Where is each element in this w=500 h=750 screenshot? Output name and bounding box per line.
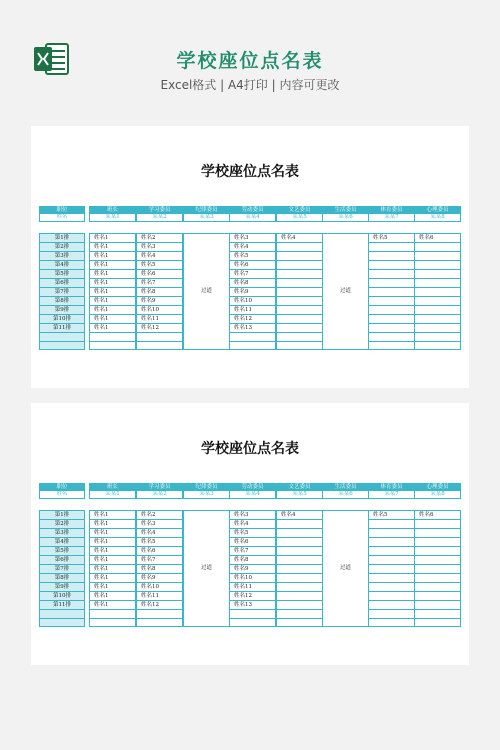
sheet-preview-1 [31, 126, 469, 388]
table-cell: 姓名4 [230, 243, 275, 252]
aisle-label: 过道 [200, 288, 212, 294]
name-cell: 某某6 [322, 491, 369, 499]
table-cell: 姓名10 [137, 306, 182, 315]
table-cell: 姓名8 [137, 565, 182, 574]
table-cell: 第6排 [40, 556, 84, 565]
header-cell: 文艺委员 [276, 206, 323, 214]
table-cell: 第11排 [40, 324, 84, 333]
table-cell: 姓名5 [137, 538, 182, 547]
header-cell: 班长 [89, 483, 136, 491]
table-cell [369, 520, 414, 529]
table-cell: 姓名7 [230, 547, 275, 556]
table-cell [137, 333, 182, 342]
table-cell: 第4排 [40, 261, 84, 270]
table-cell [415, 583, 460, 592]
header-cell: 生活委员 [322, 483, 369, 491]
table-cell: 姓名12 [230, 315, 275, 324]
table-cell [415, 270, 460, 279]
table-cell: 姓名9 [137, 574, 182, 583]
table-cell: 姓名2 [137, 234, 182, 243]
table-cell: 姓名1 [90, 565, 135, 574]
table-cell: 姓名1 [90, 592, 135, 601]
name-cell: 某某7 [368, 491, 415, 499]
table-cell [230, 619, 275, 628]
table-cell [90, 333, 135, 342]
table-cell [277, 315, 322, 324]
table-cell: 姓名1 [90, 270, 135, 279]
table-cell [415, 279, 460, 288]
table-cell: 姓名5 [369, 234, 414, 243]
table-cell: 姓名8 [230, 556, 275, 565]
table-cell: 第5排 [40, 547, 84, 556]
name-cell: 某某6 [322, 214, 369, 222]
aisle-label: 过道 [339, 288, 351, 294]
table-cell [415, 574, 460, 583]
table-cell [415, 565, 460, 574]
page-title: 学校座位点名表 [176, 50, 324, 72]
table-cell [369, 306, 414, 315]
table-cell: 姓名1 [90, 601, 135, 610]
table-cell [40, 342, 84, 351]
grid-column [368, 483, 415, 627]
table-cell [40, 333, 84, 342]
table-cell: 姓名1 [90, 538, 135, 547]
table-cell: 姓名4 [137, 252, 182, 261]
header-cell: 劳动委员 [229, 483, 276, 491]
table-cell [415, 288, 460, 297]
header-cell: 职位 [39, 206, 85, 214]
row-block [39, 233, 85, 350]
table-cell [277, 529, 322, 538]
table-cell [277, 583, 322, 592]
table-cell: 第7排 [40, 288, 84, 297]
table-cell [277, 565, 322, 574]
table-cell: 姓名1 [90, 243, 135, 252]
table-cell [369, 565, 414, 574]
table-cell [277, 306, 322, 315]
header-cell: 体育委员 [368, 206, 415, 214]
table-cell: 姓名1 [90, 288, 135, 297]
table-cell: 姓名6 [415, 511, 460, 520]
table-cell: 姓名12 [230, 592, 275, 601]
grid-column [183, 206, 230, 350]
table-cell [369, 279, 414, 288]
table-cell: 姓名7 [137, 279, 182, 288]
table-cell: 姓名5 [137, 261, 182, 270]
table-cell: 姓名4 [277, 234, 322, 243]
name-cell: 某某7 [368, 214, 415, 222]
table-cell [90, 619, 135, 628]
table-cell: 姓名6 [137, 270, 182, 279]
table-cell [40, 610, 84, 619]
table-cell: 第9排 [40, 306, 84, 315]
table-cell: 姓名6 [230, 538, 275, 547]
table-cell: 姓名1 [90, 574, 135, 583]
table-cell [369, 610, 414, 619]
table-cell: 姓名6 [137, 547, 182, 556]
header-cell: 纪律委员 [183, 206, 230, 214]
seat-grid [39, 483, 461, 627]
header-cell: 生活委员 [322, 206, 369, 214]
header-cell: 体育委员 [368, 483, 415, 491]
sheet-title: 学校座位点名表 [201, 164, 299, 180]
header-cell: 心理委员 [414, 206, 461, 214]
table-cell [277, 601, 322, 610]
grid-column [39, 483, 85, 627]
table-cell [277, 288, 322, 297]
table-cell: 姓名1 [90, 279, 135, 288]
table-cell: 姓名5 [369, 511, 414, 520]
table-cell: 姓名1 [90, 324, 135, 333]
table-cell: 第5排 [40, 270, 84, 279]
table-cell: 姓名13 [230, 601, 275, 610]
sheet-title: 学校座位点名表 [201, 441, 299, 457]
grid-column [414, 206, 461, 350]
table-cell: 姓名11 [230, 583, 275, 592]
grid-column [414, 483, 461, 627]
table-cell [415, 324, 460, 333]
table-cell: 姓名6 [415, 234, 460, 243]
name-cell: 姓名 [39, 214, 85, 222]
row-block [368, 510, 415, 627]
row-block [276, 233, 323, 350]
row-block [89, 510, 136, 627]
table-cell: 姓名10 [230, 297, 275, 306]
table-cell: 姓名4 [137, 529, 182, 538]
table-cell [277, 520, 322, 529]
table-cell: 姓名4 [230, 520, 275, 529]
grid-column [89, 483, 136, 627]
table-cell [277, 279, 322, 288]
name-cell: 某某8 [414, 491, 461, 499]
table-cell [415, 306, 460, 315]
table-cell: 姓名8 [137, 288, 182, 297]
header-cell: 职位 [39, 483, 85, 491]
table-cell [415, 297, 460, 306]
table-cell [369, 538, 414, 547]
table-cell: 姓名1 [90, 547, 135, 556]
table-cell [369, 261, 414, 270]
table-cell [369, 270, 414, 279]
table-cell [277, 333, 322, 342]
table-cell [369, 547, 414, 556]
aisle-cell [183, 510, 230, 627]
name-cell: 某某8 [414, 214, 461, 222]
table-cell: 姓名9 [230, 288, 275, 297]
table-cell: 姓名3 [137, 243, 182, 252]
name-cell: 某某5 [276, 491, 323, 499]
table-cell: 第1排 [40, 234, 84, 243]
table-cell [415, 556, 460, 565]
table-cell [369, 592, 414, 601]
table-cell [369, 288, 414, 297]
table-cell: 姓名3 [137, 520, 182, 529]
table-cell [369, 556, 414, 565]
name-cell: 某某4 [229, 491, 276, 499]
table-cell [415, 252, 460, 261]
table-cell: 姓名11 [137, 315, 182, 324]
table-cell [277, 261, 322, 270]
table-cell: 姓名1 [90, 556, 135, 565]
table-cell: 姓名11 [137, 592, 182, 601]
table-cell [415, 520, 460, 529]
name-cell: 某某1 [89, 491, 136, 499]
table-cell [137, 342, 182, 351]
grid-column [276, 483, 323, 627]
table-cell [277, 270, 322, 279]
sheet-preview-2 [31, 403, 469, 665]
row-block [414, 233, 461, 350]
table-cell: 第8排 [40, 297, 84, 306]
grid-column [183, 483, 230, 627]
table-cell: 第3排 [40, 252, 84, 261]
table-cell [277, 610, 322, 619]
table-cell: 姓名5 [230, 529, 275, 538]
row-block [229, 510, 276, 627]
table-cell: 第8排 [40, 574, 84, 583]
table-cell: 第11排 [40, 601, 84, 610]
name-cell: 某某3 [183, 214, 230, 222]
table-cell [230, 610, 275, 619]
table-cell: 姓名1 [90, 252, 135, 261]
name-cell: 某某5 [276, 214, 323, 222]
table-cell: 第2排 [40, 243, 84, 252]
table-cell: 姓名7 [137, 556, 182, 565]
table-cell: 姓名1 [90, 315, 135, 324]
table-cell: 第3排 [40, 529, 84, 538]
table-cell [369, 529, 414, 538]
table-cell [369, 619, 414, 628]
table-cell [369, 324, 414, 333]
seat-grid [39, 206, 461, 350]
page-header [0, 0, 500, 110]
table-cell [277, 547, 322, 556]
table-cell [90, 342, 135, 351]
table-cell: 姓名7 [230, 270, 275, 279]
table-cell: 第10排 [40, 592, 84, 601]
table-cell [369, 342, 414, 351]
table-cell: 姓名4 [277, 511, 322, 520]
table-cell [415, 547, 460, 556]
grid-column [39, 206, 85, 350]
table-cell: 姓名1 [90, 511, 135, 520]
table-cell: 第6排 [40, 279, 84, 288]
grid-column [89, 206, 136, 350]
table-cell [369, 583, 414, 592]
aisle-cell [322, 233, 369, 350]
table-cell: 姓名2 [137, 511, 182, 520]
name-cell: 某某1 [89, 214, 136, 222]
grid-column [229, 206, 276, 350]
table-cell [415, 243, 460, 252]
header-cell: 学习委员 [136, 483, 183, 491]
header-cell: 心理委员 [414, 483, 461, 491]
row-block [89, 233, 136, 350]
grid-column [368, 206, 415, 350]
table-cell [369, 315, 414, 324]
table-cell [415, 261, 460, 270]
aisle-cell [322, 510, 369, 627]
table-cell [277, 324, 322, 333]
table-cell: 姓名3 [230, 234, 275, 243]
grid-column [322, 483, 369, 627]
table-cell: 第2排 [40, 520, 84, 529]
table-cell: 姓名1 [90, 529, 135, 538]
table-cell: 姓名6 [230, 261, 275, 270]
table-cell [369, 297, 414, 306]
table-cell [277, 592, 322, 601]
grid-column [276, 206, 323, 350]
table-cell [277, 574, 322, 583]
table-cell [415, 529, 460, 538]
row-block [368, 233, 415, 350]
table-cell [277, 342, 322, 351]
table-cell [369, 252, 414, 261]
aisle-label: 过道 [200, 565, 212, 571]
table-cell: 第10排 [40, 315, 84, 324]
table-cell: 姓名12 [137, 601, 182, 610]
table-cell: 姓名10 [230, 574, 275, 583]
table-cell: 第1排 [40, 511, 84, 520]
table-cell: 第7排 [40, 565, 84, 574]
table-cell [40, 619, 84, 628]
row-block [39, 510, 85, 627]
table-cell [415, 601, 460, 610]
row-block [414, 510, 461, 627]
table-cell [415, 538, 460, 547]
table-cell [277, 243, 322, 252]
row-block [136, 233, 183, 350]
table-cell [277, 556, 322, 565]
header-cell: 劳动委员 [229, 206, 276, 214]
table-cell: 姓名9 [230, 565, 275, 574]
table-cell: 姓名11 [230, 306, 275, 315]
grid-column [322, 206, 369, 350]
table-cell: 姓名13 [230, 324, 275, 333]
table-cell [369, 574, 414, 583]
table-cell: 姓名9 [137, 297, 182, 306]
header-cell: 班长 [89, 206, 136, 214]
table-cell: 姓名3 [230, 511, 275, 520]
table-cell [277, 538, 322, 547]
table-cell: 姓名1 [90, 261, 135, 270]
table-cell [137, 619, 182, 628]
table-cell: 姓名1 [90, 234, 135, 243]
table-cell: 姓名10 [137, 583, 182, 592]
table-cell [415, 342, 460, 351]
table-cell: 姓名8 [230, 279, 275, 288]
table-cell [230, 342, 275, 351]
header-cell: 学习委员 [136, 206, 183, 214]
row-block [229, 233, 276, 350]
name-cell: 某某2 [136, 491, 183, 499]
table-cell [369, 243, 414, 252]
header-cell: 纪律委员 [183, 483, 230, 491]
table-cell: 第9排 [40, 583, 84, 592]
row-block [136, 510, 183, 627]
page-subtitle: Excel格式 | A4打印 | 内容可更改 [160, 78, 340, 92]
name-cell: 某某2 [136, 214, 183, 222]
grid-column [229, 483, 276, 627]
row-block [276, 510, 323, 627]
aisle-label: 过道 [339, 565, 351, 571]
table-cell [230, 333, 275, 342]
table-cell [415, 592, 460, 601]
table-cell [277, 619, 322, 628]
table-cell [415, 333, 460, 342]
table-cell [90, 610, 135, 619]
name-cell: 姓名 [39, 491, 85, 499]
name-cell: 某某4 [229, 214, 276, 222]
table-cell [415, 619, 460, 628]
table-cell: 姓名1 [90, 297, 135, 306]
table-cell: 姓名12 [137, 324, 182, 333]
table-cell [369, 333, 414, 342]
table-cell [137, 610, 182, 619]
table-cell [277, 297, 322, 306]
table-cell: 第4排 [40, 538, 84, 547]
table-cell [415, 315, 460, 324]
table-cell: 姓名5 [230, 252, 275, 261]
name-cell: 某某3 [183, 491, 230, 499]
aisle-cell [183, 233, 230, 350]
grid-column [136, 483, 183, 627]
table-cell: 姓名1 [90, 520, 135, 529]
table-cell [369, 601, 414, 610]
table-cell [277, 252, 322, 261]
table-cell [415, 610, 460, 619]
grid-column [136, 206, 183, 350]
table-cell: 姓名1 [90, 583, 135, 592]
header-cell: 文艺委员 [276, 483, 323, 491]
table-cell: 姓名1 [90, 306, 135, 315]
